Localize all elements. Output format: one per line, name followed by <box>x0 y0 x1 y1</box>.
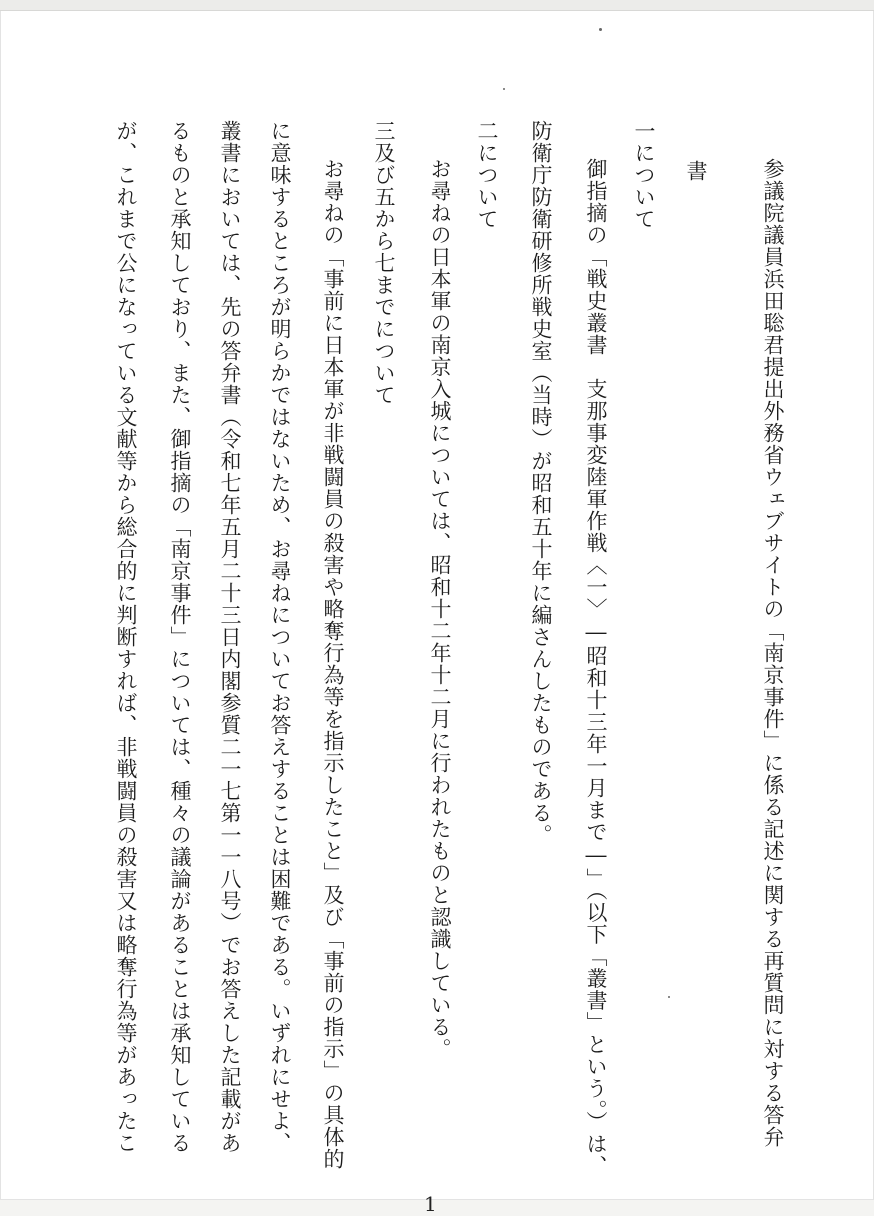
document-title-end: 書 <box>684 160 708 182</box>
document-title: 参議院議員浜田聡君提出外務省ウェブサイトの「南京事件」に係る記述に関する再質問に対する答弁 <box>761 158 785 1148</box>
section-2-heading: 二について <box>475 120 499 230</box>
scan-speck <box>599 28 602 31</box>
section-3-text-line-1: お尋ねの「事前に日本軍が非戦闘員の殺害や略奪行為等を指示したこと」及び「事前の指示」の具体的 <box>321 158 345 1170</box>
section-2-text-line-1: お尋ねの日本軍の南京入城については、昭和十二年十二月に行われたものと認識している。 <box>428 158 452 1060</box>
scan-speck <box>668 996 670 998</box>
section-1-text-line-2: 防衛庁防衛研修所戦史室（当時）が昭和五十年に編さんしたものである。 <box>529 120 553 846</box>
page-number: 1 <box>424 1192 437 1216</box>
section-1-heading: 一について <box>632 120 656 230</box>
section-3-text-line-3: 叢書においては、先の答弁書（令和七年五月二十三日内閣参質二一七第一一八号）でお答えした記載があ <box>218 120 242 1154</box>
section-3-text-line-5: が、これまで公になっている文献等から総合的に判断すれば、非戦闘員の殺害又は略奪行為等があったこ <box>114 120 138 1154</box>
scan-speck <box>503 88 505 90</box>
section-3-text-line-4: るものと承知しており、また、御指摘の「南京事件」については、種々の議論があることは承知している <box>168 120 192 1154</box>
viewer-top-edge <box>0 0 874 11</box>
section-3-text-line-2: に意味するところが明らかではないため、お尋ねについてお答えすることは困難である。いずれにせよ、 <box>268 120 292 1154</box>
section-3-heading: 三及び五から七までについて <box>372 120 396 406</box>
section-1-text-line-1: 御指摘の「戦史叢書 支那事変陸軍作戦〈一〉―昭和十三年一月まで―」（以下「叢書」という。）は、 <box>584 158 608 1177</box>
